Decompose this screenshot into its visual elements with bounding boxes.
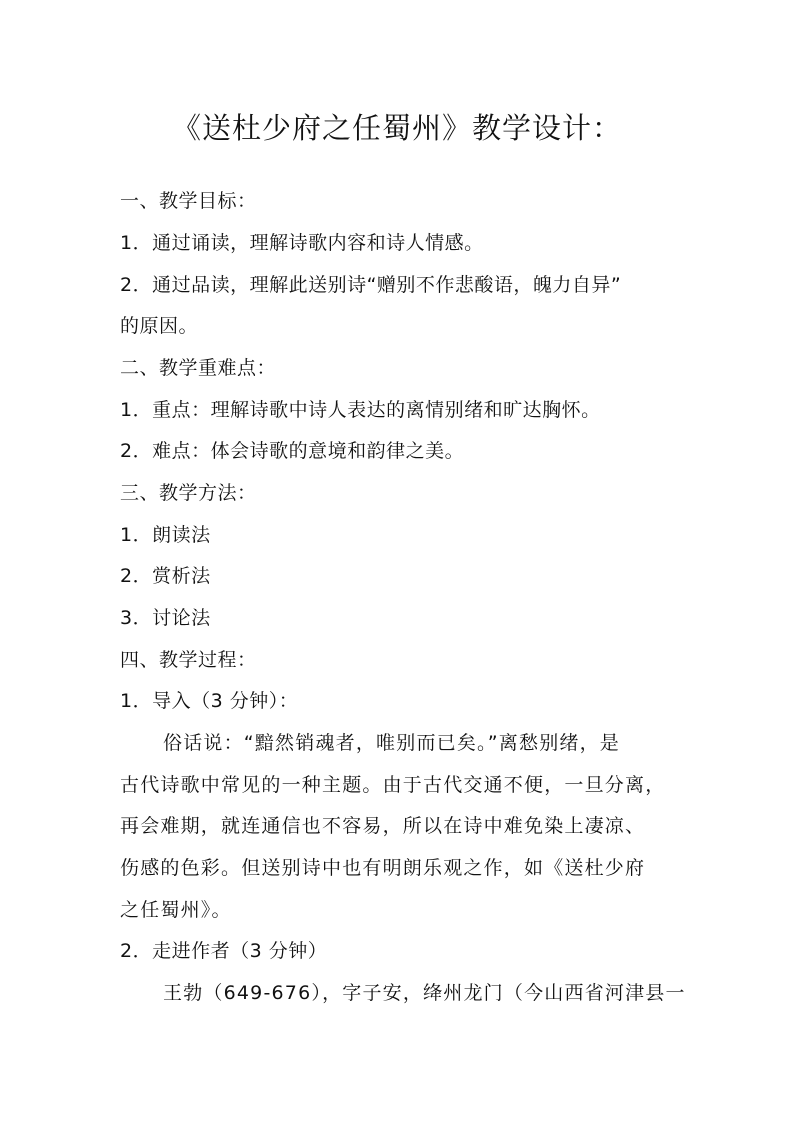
heading-teaching-objectives: 一、教学目标： <box>120 190 257 212</box>
method-item-2: 2．赏析法 <box>120 565 211 587</box>
heading-key-difficulties: 二、教学重难点： <box>120 357 277 379</box>
process-step-2-heading: 2．走进作者（3 分钟） <box>120 940 328 962</box>
heading-teaching-methods: 三、教学方法： <box>120 482 257 504</box>
author-paragraph-line-1: 王勃（649-676），字子安，绛州龙门（今山西省河津县一 <box>163 982 686 1004</box>
heading-teaching-process: 四、教学过程： <box>120 649 257 671</box>
intro-paragraph-line-4: 伤感的色彩。但送别诗中也有明朗乐观之作，如《送杜少府 <box>120 857 646 879</box>
method-item-3: 3．讨论法 <box>120 607 211 629</box>
difficulty-item-1: 1．重点：理解诗歌中诗人表达的离情别绪和旷达胸怀。 <box>120 399 601 421</box>
document-title: 《送杜少府之任蜀州》教学设计： <box>171 111 622 145</box>
objective-item-2-continued: 的原因。 <box>120 315 199 337</box>
process-step-1-heading: 1．导入（3 分钟）： <box>120 690 299 712</box>
objective-item-2: 2．通过品读，理解此送别诗“赠别不作悲酸语，魄力自异” <box>120 274 622 296</box>
difficulty-item-2: 2．难点：体会诗歌的意境和韵律之美。 <box>120 440 465 462</box>
intro-paragraph-line-5: 之任蜀州》。 <box>120 899 232 921</box>
intro-paragraph-line-3: 再会难期，就连通信也不容易，所以在诗中难免染上凄凉、 <box>120 815 646 837</box>
objective-item-1: 1．通过诵读，理解诗歌内容和诗人情感。 <box>120 232 484 254</box>
method-item-1: 1．朗读法 <box>120 524 211 546</box>
intro-paragraph-line-1: 俗话说：“黯然销魂者，唯别而已矣。”离愁别绪，是 <box>163 732 620 754</box>
intro-paragraph-line-2: 古代诗歌中常见的一种主题。由于古代交通不便，一旦分离， <box>120 774 666 796</box>
